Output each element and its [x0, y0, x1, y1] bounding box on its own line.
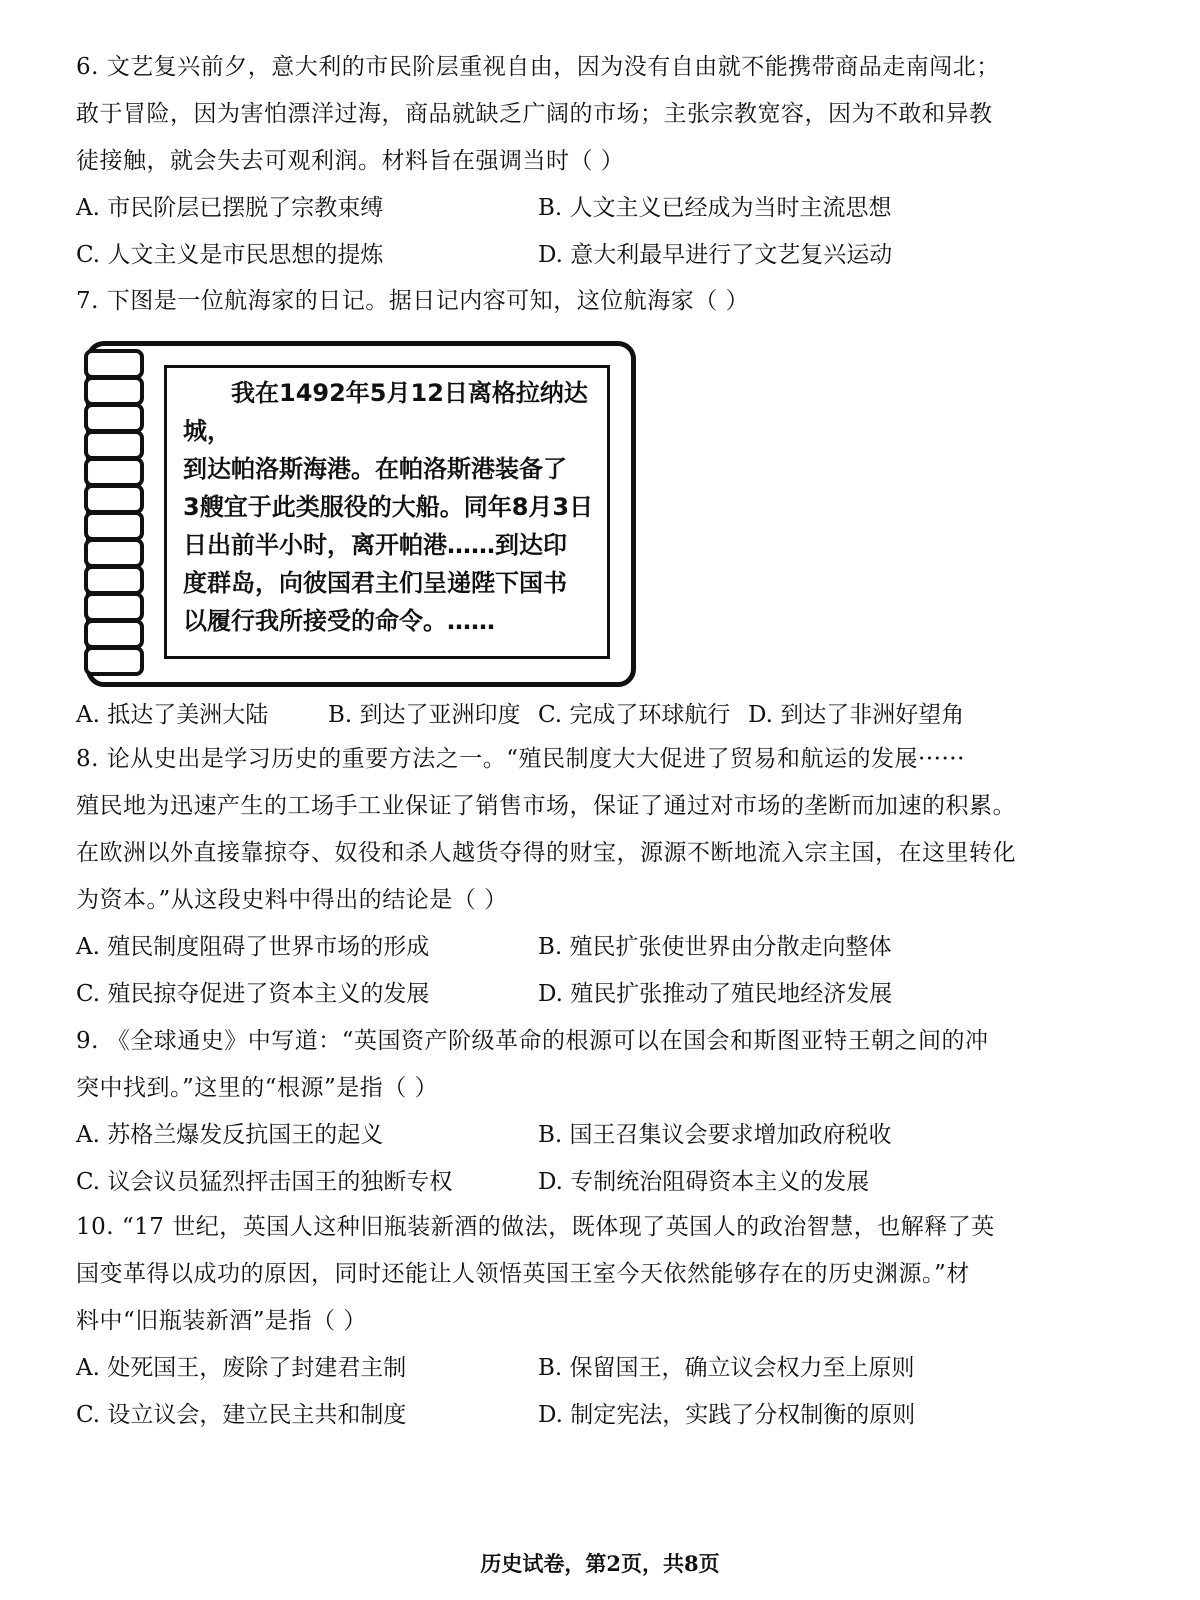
diary-line-1: 我在1492年5月12日离格拉纳达城， — [183, 379, 588, 445]
question-9-line-2: 突中找到。”这里的“根源”是指（ ） — [76, 1075, 439, 1101]
question-7-option-b[interactable]: B. 到达了亚洲印度 — [328, 702, 521, 728]
question-6-options-row-1 — [76, 185, 1126, 232]
question-6 — [76, 44, 1126, 279]
question-10-options-row-2 — [76, 1392, 1126, 1439]
question-9-options-row-2 — [76, 1159, 1126, 1206]
question-8-options-row-1 — [76, 924, 1126, 971]
question-9-option-d[interactable]: D. 专制统治阻碍资本主义的发展 — [538, 1169, 870, 1195]
question-6-option-a[interactable]: A. 市民阶层已摆脱了宗教束缚 — [76, 195, 384, 221]
question-8-options-row-2 — [76, 971, 1126, 1018]
question-7-option-d[interactable]: D. 到达了非洲好望角 — [748, 702, 965, 728]
question-6-option-d[interactable]: D. 意大利最早进行了文艺复兴运动 — [538, 242, 893, 268]
question-7-stem: 7. 下图是一位航海家的日记。据日记内容可知，这位航海家（ ） — [76, 288, 750, 314]
diary-figure — [80, 335, 640, 685]
question-7-option-a[interactable]: A. 抵达了美洲大陆 — [76, 702, 269, 728]
question-8-line-4: 为资本。”从这段史料中得出的结论是（ ） — [76, 887, 508, 913]
question-6-option-c[interactable]: C. 人文主义是市民思想的提炼 — [76, 242, 384, 268]
question-10-option-a[interactable]: A. 处死国王，废除了封建君主制 — [76, 1355, 407, 1381]
question-8-option-a[interactable]: A. 殖民制度阻碍了世界市场的形成 — [76, 934, 430, 960]
diary-line-5: 度群岛，向彼国君主们呈递陛下国书 — [183, 569, 567, 597]
page-footer: 历史试卷，第2页，共8页 — [480, 1551, 720, 1576]
question-9-line-1: 9. 《全球通史》中写道：“英国资产阶级革命的根源可以在国会和斯图亚特王朝之间的冲 — [76, 1028, 989, 1054]
question-6-options-row-2 — [76, 232, 1126, 279]
question-7-options — [76, 692, 1126, 739]
question-10-option-d[interactable]: D. 制定宪法，实践了分权制衡的原则 — [538, 1402, 916, 1428]
question-10-option-c[interactable]: C. 设立议会，建立民主共和制度 — [76, 1402, 407, 1428]
question-9-option-b[interactable]: B. 国王召集议会要求增加政府税收 — [538, 1122, 892, 1148]
question-7-option-c[interactable]: C. 完成了环球航行 — [538, 702, 731, 728]
question-10-options-row-1 — [76, 1345, 1126, 1392]
question-6-option-b[interactable]: B. 人文主义已经成为当时主流思想 — [538, 195, 892, 221]
question-9-option-a[interactable]: A. 苏格兰爆发反抗国王的起义 — [76, 1122, 384, 1148]
question-8-option-b[interactable]: B. 殖民扩张使世界由分散走向整体 — [538, 934, 892, 960]
question-8-option-d[interactable]: D. 殖民扩张推动了殖民地经济发展 — [538, 981, 893, 1007]
diary-line-3: 3艘宜于此类服役的大船。同年8月3日 — [183, 493, 594, 521]
question-6-line-1: 6. 文艺复兴前夕，意大利的市民阶层重视自由，因为没有自由就不能携带商品走南闯北； — [76, 54, 1000, 80]
question-10-line-2: 国变革得以成功的原因，同时还能让人领悟英国王室今天依然能够存在的历史渊源。”材 — [76, 1261, 970, 1287]
question-8-line-2: 殖民地为迅速产生的工场手工业保证了销售市场，保证了通过对市场的垄断而加速的积累。 — [76, 793, 1016, 819]
question-10 — [76, 1204, 1126, 1439]
question-7 — [76, 278, 1126, 325]
diary-line-4: 日出前半小时，离开帕港……到达印 — [183, 531, 567, 559]
question-9-options-row-1 — [76, 1112, 1126, 1159]
question-8-line-3: 在欧洲以外直接靠掠夺、奴役和杀人越货夺得的财宝，源源不断地流入宗主国，在这里转化 — [76, 840, 1016, 866]
diary-line-6: 以履行我所接受的命令。…… — [183, 607, 495, 635]
question-10-option-b[interactable]: B. 保留国王，确立议会权力至上原则 — [538, 1355, 915, 1381]
question-7-options-row — [76, 692, 1126, 739]
question-6-line-3: 徒接触，就会失去可观利润。材料旨在强调当时（ ） — [76, 148, 625, 174]
notebook-spiral-icon — [80, 349, 138, 669]
question-8-line-1: 8. 论从史出是学习历史的重要方法之一。“殖民制度大大促进了贸易和航运的发展······ — [76, 746, 965, 772]
question-8-option-c[interactable]: C. 殖民掠夺促进了资本主义的发展 — [76, 981, 430, 1007]
diary-text-box — [164, 365, 610, 659]
question-8 — [76, 736, 1126, 1018]
diary-text — [183, 374, 603, 640]
question-9-option-c[interactable]: C. 议会议员猛烈抨击国王的独断专权 — [76, 1169, 453, 1195]
question-9 — [76, 1018, 1126, 1206]
question-6-line-2: 敢于冒险，因为害怕漂洋过海，商品就缺乏广阔的市场；主张宗教宽容，因为不敢和异教 — [76, 101, 993, 127]
question-10-line-3: 料中“旧瓶装新酒”是指（ ） — [76, 1308, 367, 1334]
question-10-line-1: 10. “17 世纪，英国人这种旧瓶装新酒的做法，既体现了英国人的政治智慧，也解释了英 — [76, 1214, 995, 1240]
diary-line-2: 到达帕洛斯海港。在帕洛斯港装备了 — [183, 455, 567, 483]
